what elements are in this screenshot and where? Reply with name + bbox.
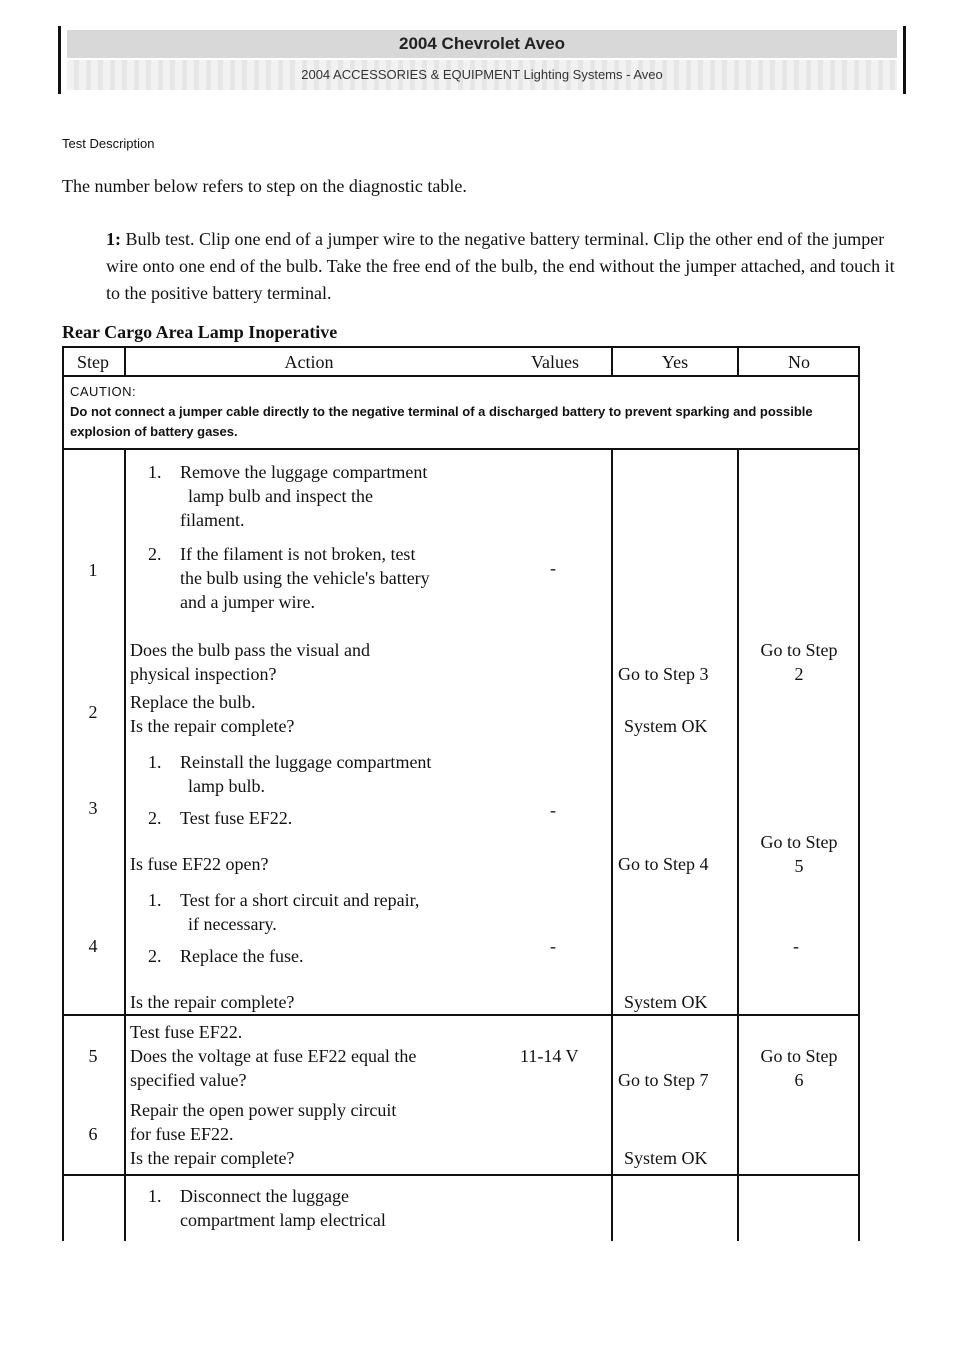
yes-cell: System OK bbox=[624, 716, 708, 736]
yes-cell: Go to Step 4 bbox=[618, 854, 709, 874]
action-line: Test for a short circuit and repair, bbox=[180, 890, 420, 910]
question-line: specified value? bbox=[130, 1070, 247, 1090]
action-line: Disconnect the luggage bbox=[180, 1186, 349, 1206]
action-line: If the filament is not broken, test bbox=[180, 544, 416, 564]
caution-box bbox=[70, 382, 850, 442]
intro-text: The number below refers to step on the diagnostic table. bbox=[62, 176, 467, 196]
caution-text: Do not connect a jumper cable directly to the negative terminal of a discharged battery to prevent sparking and possible explosion of battery gases. bbox=[70, 404, 813, 439]
step-number: 6 bbox=[88, 1124, 98, 1144]
item-number: 1. bbox=[148, 462, 162, 482]
action-line: Repair the open power supply circuit bbox=[130, 1100, 397, 1120]
item-number: 1. bbox=[148, 752, 162, 772]
page-header bbox=[58, 26, 906, 94]
step-number: 2 bbox=[88, 702, 98, 722]
no-line: Go to Step bbox=[760, 832, 838, 852]
item-number: 2. bbox=[148, 808, 162, 828]
action-line: Test fuse EF22. bbox=[180, 808, 293, 828]
col-yes: Yes bbox=[661, 352, 689, 372]
item-number: 2. bbox=[148, 544, 162, 564]
no-line: 2 bbox=[794, 664, 804, 684]
note-number: 1: bbox=[106, 229, 121, 249]
action-line: lamp bulb and inspect the bbox=[188, 486, 373, 506]
no-cell bbox=[738, 1044, 860, 1092]
no-cell: - bbox=[793, 936, 799, 956]
item-number: 1. bbox=[148, 1186, 162, 1206]
values-cell: 11-14 V bbox=[520, 1046, 579, 1066]
question-line: Does the voltage at fuse EF22 equal the bbox=[130, 1046, 417, 1066]
item-number: 1. bbox=[148, 890, 162, 910]
yes-cell: Go to Step 7 bbox=[618, 1070, 709, 1090]
no-line: 6 bbox=[794, 1070, 804, 1090]
item-number: 2. bbox=[148, 946, 162, 966]
yes-cell: Go to Step 3 bbox=[618, 664, 709, 684]
no-line: 5 bbox=[794, 856, 804, 876]
caution-label: CAUTION: bbox=[70, 384, 137, 399]
note-text: Bulb test. Clip one end of a jumper wire to the negative battery terminal. Clip the other end of the jumper wire onto one end of the bulb. Take the free end of the bulb, the end without the jumper attached, and touch it to the positive battery terminal. bbox=[106, 229, 895, 303]
no-cell bbox=[738, 638, 860, 686]
header-title: 2004 Chevrolet Aveo bbox=[67, 30, 897, 58]
question-line: Is the repair complete? bbox=[130, 1148, 295, 1168]
question-line: Is the repair complete? bbox=[130, 992, 295, 1012]
action-line: Replace the bulb. bbox=[130, 692, 256, 712]
question-line: Does the bulb pass the visual and bbox=[130, 640, 370, 660]
table-title: Rear Cargo Area Lamp Inoperative bbox=[62, 322, 338, 342]
header-subtitle: 2004 ACCESSORIES & EQUIPMENT Lighting Systems - Aveo bbox=[67, 60, 897, 90]
step-number: 4 bbox=[88, 936, 98, 956]
action-line: compartment lamp electrical bbox=[180, 1210, 386, 1230]
action-line: Reinstall the luggage compartment bbox=[180, 752, 432, 772]
action-line: Remove the luggage compartment bbox=[180, 462, 428, 482]
section-label: Test Description bbox=[62, 136, 155, 151]
no-line: Go to Step bbox=[760, 640, 838, 660]
no-cell bbox=[738, 830, 860, 878]
yes-cell: System OK bbox=[624, 1148, 708, 1168]
action-line: and a jumper wire. bbox=[180, 592, 315, 612]
action-line: filament. bbox=[180, 510, 245, 530]
col-values: Values bbox=[531, 352, 579, 372]
step-number: 3 bbox=[88, 798, 98, 818]
col-no: No bbox=[788, 352, 810, 372]
yes-cell: System OK bbox=[624, 992, 708, 1012]
step-number: 1 bbox=[88, 560, 98, 580]
question-line: Is the repair complete? bbox=[130, 716, 295, 736]
action-line: lamp bulb. bbox=[188, 776, 265, 796]
step-number: 5 bbox=[88, 1046, 98, 1066]
action-line: for fuse EF22. bbox=[130, 1124, 234, 1144]
values-cell: - bbox=[550, 936, 556, 956]
no-line: Go to Step bbox=[760, 1046, 838, 1066]
action-line: Test fuse EF22. bbox=[130, 1022, 243, 1042]
action-line: Replace the fuse. bbox=[180, 946, 304, 966]
test-note bbox=[106, 226, 906, 307]
action-line: if necessary. bbox=[188, 914, 277, 934]
values-cell: - bbox=[550, 558, 556, 578]
values-cell: - bbox=[550, 800, 556, 820]
question-line: Is fuse EF22 open? bbox=[130, 854, 269, 874]
col-action: Action bbox=[284, 352, 334, 372]
action-line: the bulb using the vehicle's battery bbox=[180, 568, 430, 588]
col-step: Step bbox=[76, 352, 109, 372]
question-line: physical inspection? bbox=[130, 664, 277, 684]
